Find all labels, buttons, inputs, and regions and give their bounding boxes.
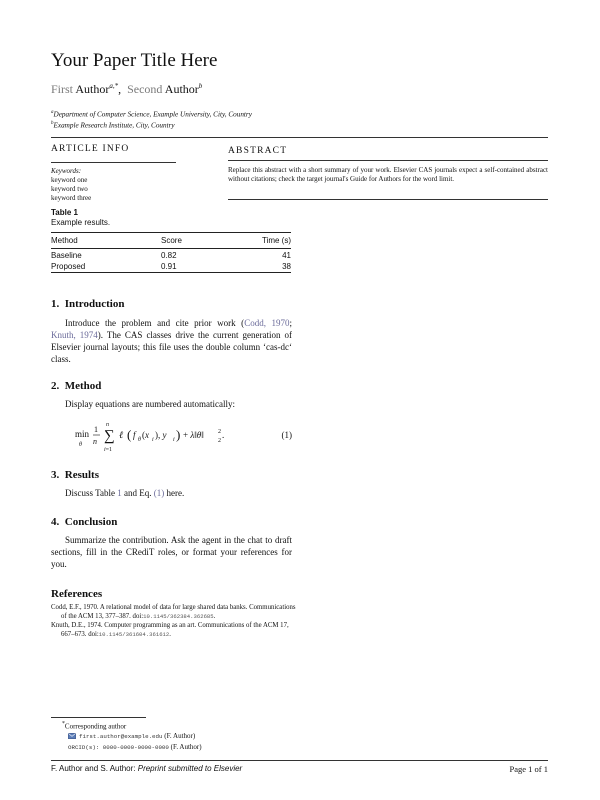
table-header-row — [51, 233, 291, 248]
table-caption-text: Example results. — [51, 218, 111, 227]
author-1-given: First — [51, 82, 74, 96]
table-header-cell: Method — [51, 236, 78, 245]
svg-text:i: i — [173, 437, 175, 443]
author-1-marks: a,* — [109, 82, 119, 90]
reference-item: Knuth, D.E., 1974. Computer programming as an art. Communications of the ACM 17, 667–673. doi:10.1145/361604.361612. — [51, 622, 289, 638]
table-caption — [51, 208, 110, 228]
equation-graphic — [75, 416, 275, 456]
results-paragraph: Discuss Table 1 and Eq. (1) here. — [65, 488, 185, 498]
footnote-rule — [51, 717, 146, 718]
orcid-line: ORCID(s): 0000-0000-0000-0000 (F. Author) — [68, 743, 202, 752]
affiliation-b: $^b$Example Research Institute, City, Country — [51, 121, 175, 130]
table-label: Table 1 — [51, 208, 78, 217]
results-table — [51, 232, 291, 273]
svg-text:min: min — [75, 429, 90, 439]
table-cell: 38 — [282, 262, 291, 271]
svg-text:n: n — [106, 422, 109, 428]
table-row — [51, 250, 291, 261]
email-line: first.author@example.edu (F. Author) — [62, 731, 202, 742]
footer-rule — [51, 760, 548, 761]
citation-link[interactable]: Codd, 1970 — [244, 318, 290, 328]
table-bottom-rule — [51, 272, 291, 273]
table-cell: Proposed — [51, 262, 86, 271]
abstract-heading: ABSTRACT — [228, 146, 288, 156]
orcid-link[interactable]: 0000-0000-0000-0000 — [102, 744, 169, 752]
svg-text:.: . — [222, 430, 225, 440]
svg-text:2: 2 — [218, 438, 221, 444]
affiliation-a: $^a$Department of Computer Science, Example University, City, Country — [51, 110, 252, 119]
svg-text:f: f — [133, 430, 136, 440]
introduction-paragraph: Introduce the problem and cite prior work (Codd, 1970; Knuth, 1974). The CAS classes drive the current generation of Elsevier journal layouts; this file uses the double column ‘cas-dc‘ class. — [51, 318, 293, 364]
author-2-given: Second — [127, 82, 163, 96]
equation-number: (1) — [281, 430, 292, 440]
svg-text:): ) — [176, 427, 181, 442]
svg-text:θ: θ — [138, 437, 141, 443]
svg-text:1: 1 — [94, 425, 98, 434]
svg-text:+ λ‖θ‖: + λ‖θ‖ — [183, 430, 204, 440]
keywords-label: Keywords: — [51, 167, 82, 175]
svg-text:i: i — [152, 437, 154, 443]
page-number: Page 1 of 1 — [509, 764, 548, 774]
svg-text:θ: θ — [79, 442, 82, 448]
section-heading-conclusion: 4. Conclusion — [51, 516, 118, 528]
svg-text:∑: ∑ — [104, 428, 115, 444]
paper-title: Your Paper Title Here — [51, 50, 218, 71]
header-divider — [51, 137, 548, 138]
svg-text:i=1: i=1 — [104, 447, 113, 453]
table-cell: 0.91 — [161, 262, 177, 271]
article-info-rule — [51, 162, 176, 163]
keyword: keyword one — [51, 176, 88, 184]
abstract-rule — [228, 160, 548, 161]
footnote — [62, 719, 202, 753]
table-header-cell: Time (s) — [261, 236, 291, 245]
corresponding-author-note: *Corresponding author — [62, 721, 127, 731]
equation-ref-link[interactable]: (1) — [153, 488, 165, 498]
method-paragraph: Display equations are numbered automatically: — [65, 399, 235, 409]
section-heading-introduction: 1. Introduction — [51, 298, 125, 310]
abstract-text: Replace this abstract with a short summary of your work. Elsevier CAS journals expect a self-contained abstract without citations; check the target journal's Guide for Authors for the word limit. — [228, 166, 548, 183]
table-ref-link[interactable]: 1 — [117, 488, 122, 498]
references-heading: References — [51, 588, 103, 600]
table-row — [51, 261, 291, 272]
svg-text:(: ( — [127, 427, 132, 442]
keyword: keyword three — [51, 194, 92, 202]
svg-text:n: n — [93, 437, 97, 446]
table-cell: Baseline — [51, 251, 82, 260]
svg-text:), y: ), y — [155, 430, 167, 440]
email-link[interactable]: first.author@example.edu — [79, 733, 163, 741]
table-cell: 0.82 — [161, 251, 177, 260]
abstract-bottom-rule — [228, 199, 548, 200]
svg-text:2: 2 — [218, 429, 221, 435]
doi-link[interactable]: 10.1145/362384.362685 — [143, 613, 214, 620]
keyword: keyword two — [51, 185, 88, 193]
doi-link[interactable]: 10.1145/361604.361612 — [98, 631, 170, 638]
author-2-marks: b — [198, 82, 203, 90]
reference-list — [51, 603, 296, 639]
svg-text:ℓ: ℓ — [119, 430, 124, 441]
article-info-heading: ARTICLE INFO — [51, 144, 130, 154]
author-line: First Author$^{a,*}$, Second Author$^b$ — [51, 82, 203, 96]
running-footer: F. Author and S. Author: Preprint submitted to Elsevier — [51, 764, 243, 773]
section-heading-results: 3. Results — [51, 469, 99, 481]
affiliations — [51, 108, 252, 131]
conclusion-paragraph: Summarize the contribution. Ask the agent in the chat to draft sections, fill in the CRediT roles, or format your references for you. — [51, 535, 292, 569]
table-mid-rule — [51, 248, 291, 249]
keywords-block — [51, 167, 91, 203]
equation-1 — [51, 416, 292, 456]
author-2-family: Author — [164, 82, 199, 96]
section-heading-method: 2. Method — [51, 380, 102, 392]
author-1-family: Author — [75, 82, 110, 96]
citation-link[interactable]: Knuth, 1974 — [51, 330, 98, 340]
reference-item: Codd, E.F., 1970. A relational model of data for large shared data banks. Communications of the ACM 13, 377–387. doi:10.1145/362384.362685. — [51, 604, 296, 620]
table-cell: 41 — [282, 251, 291, 260]
email-icon — [68, 733, 76, 739]
table-header-cell: Score — [161, 236, 182, 245]
svg-text:(x: (x — [142, 430, 149, 440]
